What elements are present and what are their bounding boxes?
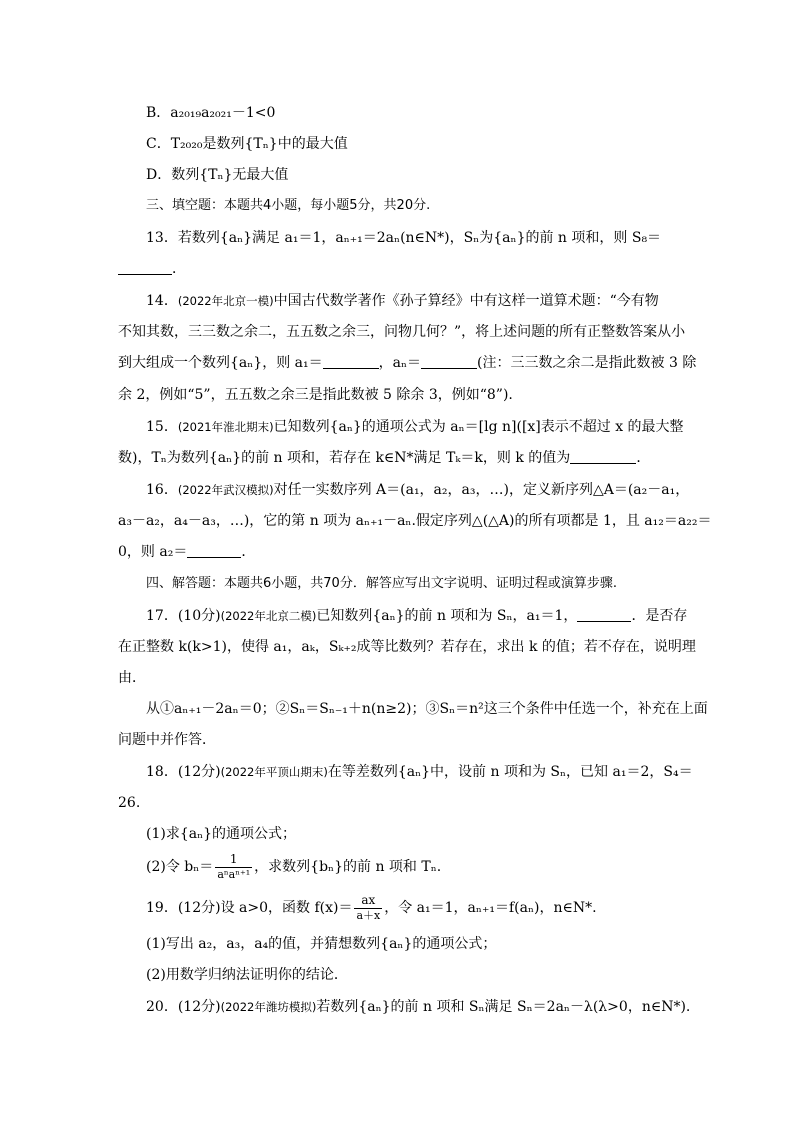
question-20-line-1 — [146, 1000, 690, 1014]
option-d-text: D．数列{Tₙ}无最大值 — [146, 167, 289, 183]
question-19-text-1a: 设 a>0，函数 f(x)＝ — [220, 900, 353, 916]
question-14-text-2: 不知其数，三三数之余二，五五数之余三，问物几何？”，将上述问题的所有正整数答案从小 — [118, 324, 686, 340]
question-15-answer-blank[interactable] — [570, 451, 636, 464]
question-20-score: (12分) — [177, 999, 221, 1015]
question-14-text-3a: 到大组成一个数列{aₙ}，则 a₁＝ — [118, 355, 323, 371]
question-19-part-2 — [146, 968, 348, 982]
question-16-source: (2022年武汉模拟) — [177, 483, 274, 497]
question-14-text-4: 余 2，例如“5”，五五数之余三是指此数被 5 除余 3，例如“8”). — [118, 387, 513, 403]
question-17-line-1 — [146, 609, 687, 623]
question-19-line-1 — [146, 893, 597, 923]
question-18-line-1 — [146, 765, 693, 779]
question-17-line-2 — [118, 640, 696, 654]
question-18-fraction-numerator: 1 — [215, 852, 252, 868]
question-14-text-3b: ，aₙ＝ — [378, 355, 422, 371]
question-15-text-1: 已知数列{aₙ}的通项公式为 aₙ＝[lg n]([x]表示不超过 x 的最大整 — [273, 419, 684, 435]
question-16-text-1: 对任一实数序列 A＝(a₁，a₂，a₃，…)，定义新序列△A＝(a₂－a₁， — [273, 482, 690, 498]
section-4-header — [146, 577, 617, 590]
question-19-part-1 — [146, 937, 496, 951]
question-17-number: 17． — [146, 608, 178, 624]
question-18-part-2-text-a: (2)令 bₙ＝ — [146, 859, 214, 875]
question-14-text-1: 中国古代数学著作《孙子算经》中有这样一道算术题：“今有物 — [273, 293, 659, 309]
question-18-text-2: 26. — [118, 795, 141, 811]
question-13-period: ． — [172, 261, 186, 277]
question-18-line-2 — [118, 796, 140, 810]
question-18-part-2-text-b: ，求数列{bₙ}的前 n 项和 Tₙ. — [254, 859, 442, 875]
option-c — [146, 137, 348, 151]
question-15-text-2: 数)，Tₙ为数列{aₙ}的前 n 项和，若存在 k∈N*满足 Tₖ＝k，则 k 的值为 — [118, 450, 571, 466]
option-b-text: B．a₂₀₁₉a₂₀₂₁－1<0 — [146, 105, 276, 121]
question-14-blank-an[interactable] — [421, 356, 477, 369]
question-17-condition-blank[interactable] — [577, 609, 631, 622]
question-14-text-3c: (注：三三数之余二是指此数被 3 除 — [477, 355, 697, 371]
question-17-text-5: 问题中并作答． — [118, 732, 216, 748]
question-20-number: 20． — [146, 999, 178, 1015]
question-17-text-2: 在正整数 k(k>1)，使得 a₁，aₖ，Sₖ₊₂成等比数列？若存在，求出 k 的值；若不存在，说明理 — [118, 639, 696, 655]
question-16-period: ． — [241, 544, 256, 560]
question-19-score: (12分) — [177, 900, 221, 916]
question-20-text-1: 若数列{aₙ}的前 n 项和 Sₙ满足 Sₙ＝2aₙ－λ(λ>0，n∈N*). — [316, 999, 691, 1015]
question-18-part-2 — [146, 852, 441, 882]
question-19-part-2-text: (2)用数学归纳法证明你的结论． — [146, 967, 348, 983]
question-20-source: (2022年潍坊模拟) — [220, 1000, 317, 1014]
question-18-fraction — [215, 852, 252, 882]
question-13-text: 13．若数列{aₙ}满足 a₁＝1，aₙ₊₁＝2aₙ(n∈N*)，Sₙ为{aₙ}的前 n 项和，则 S₈＝ — [146, 230, 662, 246]
question-18-score: (12分) — [177, 764, 221, 780]
question-15-number: 15． — [146, 419, 178, 435]
question-16-text-3: 0，则 a₂＝ — [118, 544, 188, 560]
question-17-text-4: 从①aₙ₊₁－2aₙ＝0；②Sₙ＝Sₙ₋₁＋n(n≥2)；③Sₙ＝n²这三个条件中任选一个，补充在上面 — [146, 701, 708, 717]
question-16-answer-blank[interactable] — [187, 545, 241, 558]
question-17-text-1a: 已知数列{aₙ}的前 n 项和为 Sₙ，a₁＝1， — [316, 608, 578, 624]
question-18-part-1-text: (1)求{aₙ}的通项公式； — [146, 826, 297, 842]
question-13-answer-blank[interactable] — [118, 262, 172, 275]
section-3-header — [146, 199, 430, 212]
question-17-line-4 — [146, 702, 708, 716]
question-18-part-1 — [146, 827, 296, 841]
section-3-header-text: 三、填空题：本题共4小题，每小题5分，共20分. — [146, 198, 431, 213]
question-15-line-1 — [146, 420, 684, 434]
question-15-source: (2021年淮北期末) — [177, 420, 274, 434]
question-17-text-1b: ．是否存 — [631, 608, 688, 624]
question-14-line-1 — [146, 294, 659, 308]
question-13-line-1 — [146, 231, 661, 245]
question-14-line-3 — [118, 356, 696, 370]
question-17-line-5 — [118, 733, 216, 747]
question-15-line-2 — [118, 451, 650, 465]
question-17-line-3 — [118, 671, 146, 685]
question-19-fraction-numerator: ax — [354, 893, 382, 909]
question-14-blank-a1[interactable] — [323, 356, 379, 369]
question-17-score: (10分) — [177, 608, 221, 624]
option-c-text: C．T₂₀₂₀是数列{Tₙ}中的最大值 — [146, 136, 348, 152]
question-19-fraction — [354, 893, 382, 923]
question-16-line-3 — [118, 545, 255, 559]
question-19-text-1b: ，令 a₁＝1，aₙ₊₁＝f(aₙ)，n∈N*. — [384, 900, 597, 916]
question-19-fraction-denominator: a＋x — [356, 909, 381, 922]
question-16-line-1 — [146, 483, 689, 497]
question-16-number: 16． — [146, 482, 178, 498]
question-18-source: (2022年平顶山期末) — [220, 765, 328, 779]
section-4-header-text: 四、解答题：本题共6小题，共70分．解答应写出文字说明、证明过程或演算步骤. — [146, 576, 617, 591]
question-17-source: (2022年北京二模) — [220, 609, 317, 623]
question-14-number: 14． — [146, 293, 178, 309]
question-18-text-1: 在等差数列{aₙ}中，设前 n 项和为 Sₙ，已知 a₁＝2，S₄＝ — [327, 764, 693, 780]
question-16-text-2: a₃－a₂，a₄－a₃，…)，它的第 n 项为 aₙ₊₁－aₙ.假定序列△(△A)的所有项都是 1，且 a₁₂＝a₂₂＝ — [118, 513, 712, 529]
question-13-line-2 — [118, 262, 186, 276]
question-14-source: (2022年北京一模) — [177, 294, 274, 308]
question-16-line-2 — [118, 514, 711, 528]
question-14-line-2 — [118, 325, 685, 339]
option-d — [146, 168, 288, 182]
question-15-period: ． — [636, 450, 651, 466]
question-19-part-1-text: (1)写出 a₂，a₃，a₄的值，并猜想数列{aₙ}的通项公式； — [146, 936, 497, 952]
question-17-text-3: 由． — [118, 670, 146, 686]
option-b — [146, 106, 275, 120]
question-18-fraction-denominator: aⁿaⁿ⁺¹ — [217, 868, 251, 881]
question-18-number: 18． — [146, 764, 178, 780]
question-14-line-4 — [118, 388, 513, 402]
question-19-number: 19． — [146, 900, 178, 916]
